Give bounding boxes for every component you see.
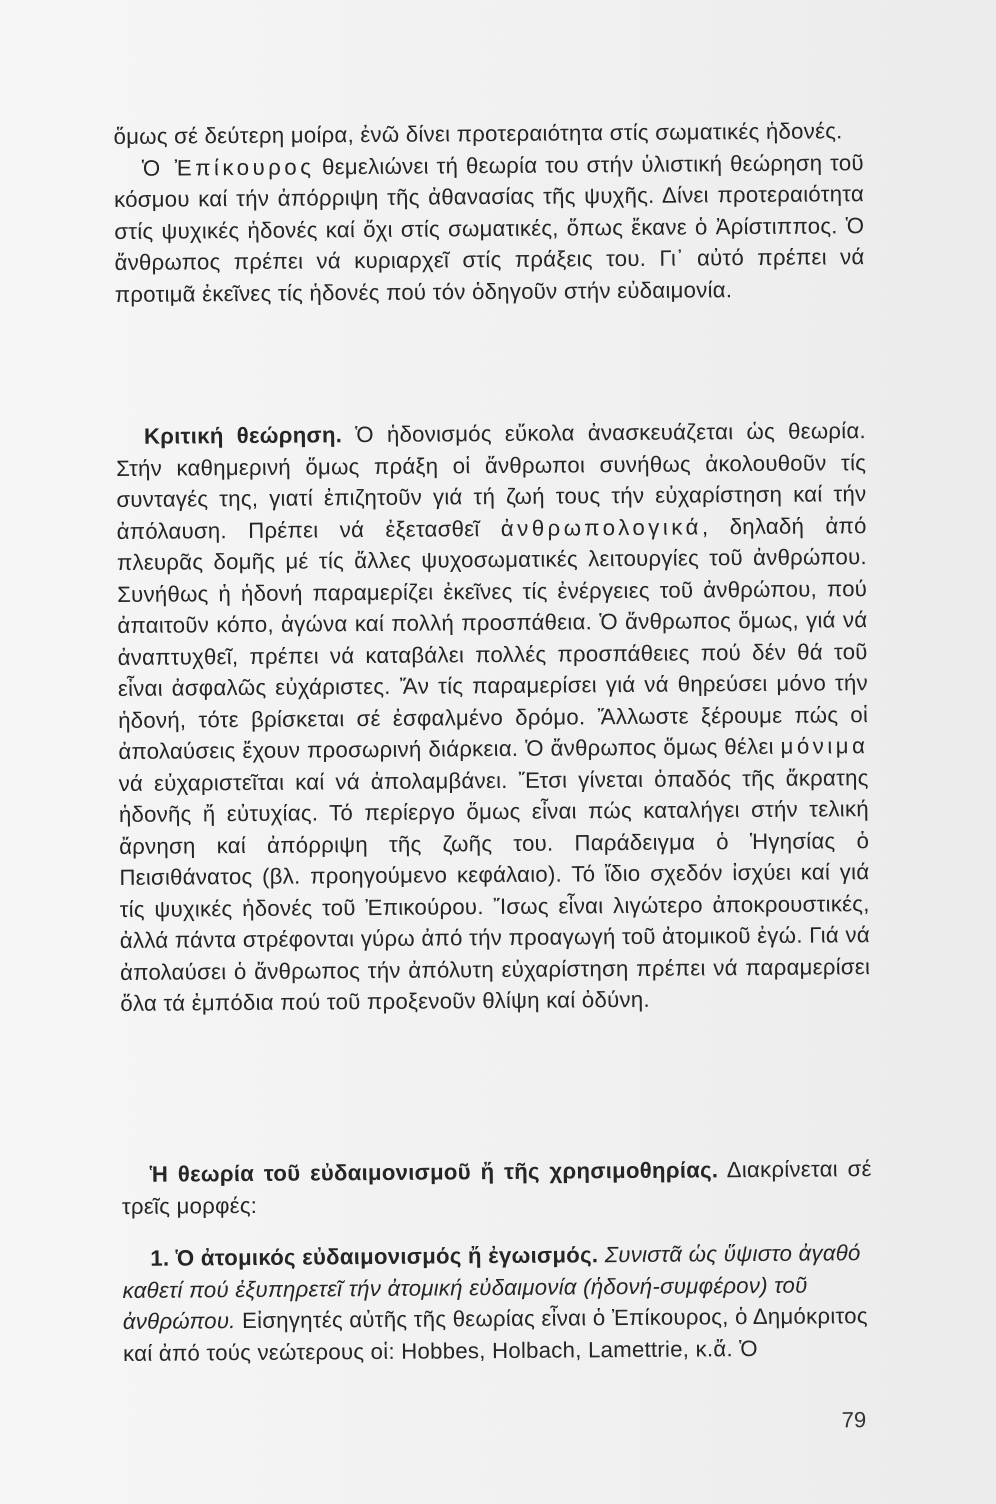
spaced-word-anthropologically: ἀνθρωπολογικά [500,513,703,541]
heading-egoism: 1. Ὁ ἀτομικός εὐδαιμονισμός ἤ ἐγωισμός. [150,1242,599,1271]
text-section-3 [122,1153,872,1222]
text-section-4 [122,1237,873,1369]
paragraph-critique: Κριτική θεώρηση. Ὁ ἡδονισμός εὔκολα ἀνασκευάζεται ὡς θεωρία. Στήν καθημερινή ὅμως πράξη οἱ ἄνθρωποι συνήθως ἀκολουθοῦν τίς συνταγές της, γιατί ἐπιζητοῦν γιά τή ζωή τους τήν εὐχαρίστηση καί τήν ἀπόλαυση. Πρέπει νά ἐξετασθεῖ ἀνθρωπολογικά, δηλαδή ἀπό πλευρᾶς δομῆς μέ τίς ἄλλες ψυχοσωματικές λειτουργίες τοῦ ἀνθρώπου. Συνήθως ἡ ἡδονή παραμερίζει ἐκεῖνες τίς ἐνέργειες τοῦ ἀνθρώπου, πού ἀπαιτοῦν κόπο, ἀγώνα καί πολλή προσπάθεια. Ὁ ἄνθρωπος ὅμως, γιά νά ἀναπτυχθεῖ, πρέπει νά καταβάλει πολλές προσπάθειες πού δέν θά τοῦ εἶναι ἀσφαλῶς εὐχάριστες. Ἄν τίς παραμερίσει γιά νά θηρεύσει μόνο τήν ἡδονή, τότε βρίσκεται σέ ἐσφαλμένο δρόμο. Ἄλλωστε ξέρουμε πώς οἱ ἀπολαύσεις ἔχουν προσωρινή διάρκεια. Ὁ ἄνθρωπος ὅμως θέλει μόνιμα νά εὐχαριστεῖται καί νά ἀπολαμβάνει. Ἔτσι γίνεται ὀπαδός τῆς ἄκρατης ἡδονῆς ἤ εὐτυχίας. Τό περίεργο ὅμως εἶναι πώς καταλήγει στήν τελική ἄρνηση καί ἀπόρριψη τῆς ζωῆς του. Παράδειγμα ὁ Ἡγησίας ὁ Πεισιθάνατος (βλ. προηγούμενο κεφάλαιο). Τό ἴδιο σχεδόν ἰσχύει καί γιά τίς ψυχικές ἡδονές τοῦ Ἐπικούρου. Ἴσως εἶναι λιγώτερο ἀποκρουστικές, ἀλλά πάντα στρέφονται γύρω ἀπό τήν προαγωγή τοῦ ἀτομικοῦ ἐγώ. Γιά νά ἀπολαύσει ὁ ἄνθρωπος τήν ἀπόλυτη εὐχαρίστηση πρέπει νά παραμερίσει ὅλα τά ἐμπόδια πού τοῦ προξενοῦν θλίψη καί ὀδύνη. [116,418,871,1016]
definition-egoism: Συνιστᾶ ὡς ὕψιστο ἀγαθό καθετί πού ἐξυπηρετεῖ τήν ἀτομική εὐδαιμονία (ἡδονή-συμφέρον) τοῦ ἀνθρώπου. [122,1240,861,1334]
text-section-1 [113,115,864,310]
paragraph-epicurus: Ὁ Ἐπίκουρος θεμελιώνει τή θεωρία του στήν ὑλιστική θεώρηση τοῦ κόσμου καί τήν ἀπόρριψη τῆς ἀθανασίας τῆς ψυχῆς. Δίνει προτεραιότητα στίς ψυχικές ἡδονές καί ὄχι στίς σωματικές, ὅπως ἔκανε ὁ Ἀρίστιππος. Ὁ ἄνθρωπος πρέπει νά κυριαρχεῖ στίς πράξεις του. Γι᾽ αὐτό πρέπει νά προτιμᾶ ἐκεῖνες τίς ἡδονές πού τόν ὁδηγοῦν στήν εὐδαιμονία. [113,149,865,307]
paragraph-egoism: 1. Ὁ ἀτομικός εὐδαιμονισμός ἤ ἐγωισμός. Συνιστᾶ ὡς ὕψιστο ἀγαθό καθετί πού ἐξυπηρετεῖ τήν ἀτομική εὐδαιμονία (ἡδονή-συμφέρον) τοῦ ἀνθρώπου. Εἰσηγητές αὐτῆς τῆς θεωρίας εἶναι ὁ Ἐπίκουρος, ὁ Δημόκριτος καί ἀπό τούς νεώτερους οἱ: Hobbes, Holbach, Lamettrie, κ.ἄ. Ὁ [122,1240,868,1366]
name-epicurus-spaced: Ὁ Ἐπίκουρος [141,153,315,181]
page-number: 79 [841,1407,867,1433]
paragraph-continuation: ὅμως σέ δεύτερη μοίρα, ἐνῶ δίνει προτεραιότητα στίς σωματικές ἡδονές. [113,118,843,150]
heading-eudaimonism: Ἡ θεωρία τοῦ εὐδαιμονισμοῦ ἤ τῆς χρησιμοθηρίας. [149,1157,719,1187]
spaced-word-permanently: μόνιμα [780,733,869,759]
text-section-2 [116,415,871,1019]
heading-critique: Κριτική θεώρηση. [143,422,343,449]
paragraph-eudaimonism: Ἡ θεωρία τοῦ εὐδαιμονισμοῦ ἤ τῆς χρησιμοθηρίας. Διακρίνεται σέ τρεῖς μορφές: [121,1156,872,1219]
